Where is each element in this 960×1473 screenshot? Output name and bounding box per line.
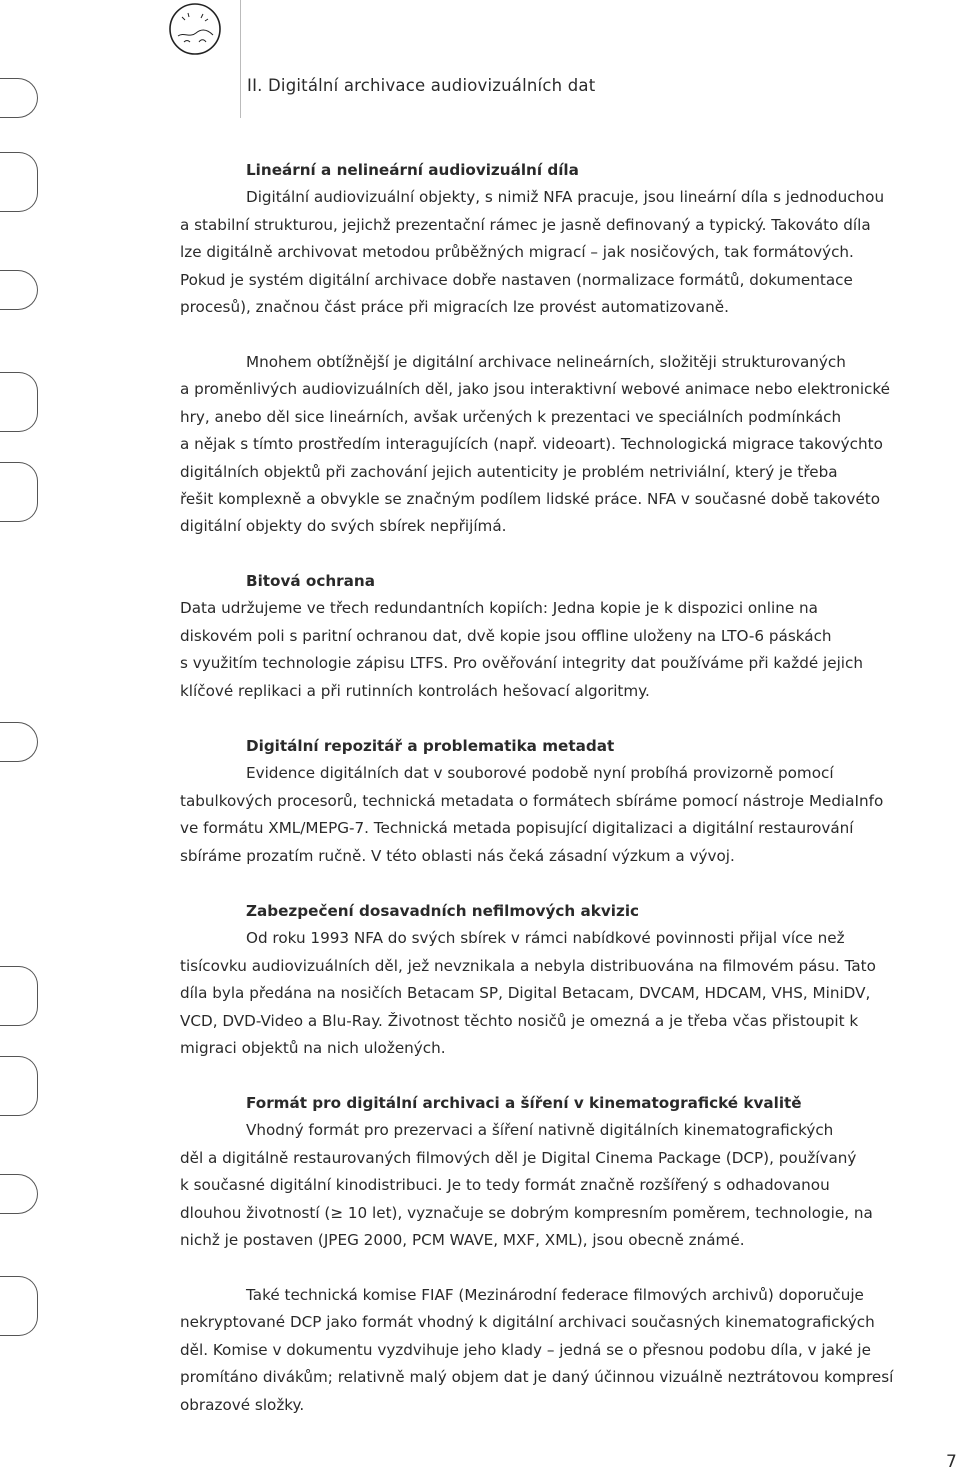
binder-hole xyxy=(0,372,38,432)
paragraph xyxy=(180,349,942,541)
section-fiaf-recommendation xyxy=(180,1282,942,1419)
section-heading: Bitová ochrana xyxy=(246,572,375,590)
binder-hole xyxy=(0,270,38,310)
text-line: Pokud je systém digitální archivace dobře nastaven (normalizace formátů, dokumentace xyxy=(180,270,853,289)
text-line: a nějak s tímto prostředím interagujících (např. videoart). Technologická migrace takovýchto xyxy=(180,435,883,454)
text-line: Data udržujeme ve třech redundantních kopiích: Jedna kopie je k dispozici online na xyxy=(180,599,818,618)
section-nonfilm-acquisitions xyxy=(180,898,942,1062)
header-divider xyxy=(240,0,241,118)
text-line: migraci objektů na nich uložených. xyxy=(180,1039,446,1058)
paragraph xyxy=(180,595,942,705)
text-line: k současné digitální kinodistribuci. Je to tedy formát značně rozšířený s odhadovanou xyxy=(180,1176,830,1195)
binder-hole xyxy=(0,462,38,522)
text-line: klíčové replikaci a při rutinních kontrolách hešovací algoritmy. xyxy=(180,681,650,700)
text-line: Od roku 1993 NFA do svých sbírek v rámci nabídkové povinnosti přijal více než xyxy=(246,929,845,948)
text-line: digitálních objektů při zachování jejich autenticity je problém netriviální, který je třeba xyxy=(180,462,838,481)
text-line: VCD, DVD-Video a Blu-Ray. Životnost těchto nosičů je omezná a je třeba včas přistoupit k xyxy=(180,1011,859,1030)
text-line: a proměnlivých audiovizuálních děl, jako jsou interaktivní webové animace nebo elektronické xyxy=(180,380,890,399)
section-nonlinear-paragraph xyxy=(180,349,942,541)
section-cinema-format xyxy=(180,1090,942,1254)
section-heading: Lineární a nelineární audiovizuální díla xyxy=(246,161,579,179)
section-repository-metadata xyxy=(180,733,942,870)
text-line: Vhodný formát pro prezervaci a šíření nativně digitálních kinematografických xyxy=(246,1121,834,1140)
section-heading: Formát pro digitální archivaci a šíření v kinematografické kvalitě xyxy=(246,1094,802,1112)
text-line: hry, anebo děl sice lineárních, avšak určených k prezentaci ve speciálních podmínkách xyxy=(180,407,842,426)
nfa-logo xyxy=(168,2,222,56)
page-title: II. Digitální archivace audiovizuálních dat xyxy=(247,76,596,95)
binder-hole xyxy=(0,152,38,212)
text-line: řešit komplexně a obvykle se značným podílem lidské práce. NFA v současné době takovéto xyxy=(180,490,881,509)
paragraph xyxy=(180,925,942,1062)
paragraph xyxy=(180,1282,942,1419)
text-line: a stabilní strukturou, jejichž prezentační rámec je jasně definovaný a typický. Takováto díla xyxy=(180,215,871,234)
text-line: děl a digitálně restaurovaných filmových děl je Digital Cinema Package (DCP), používaný xyxy=(180,1148,857,1167)
paragraph xyxy=(180,1117,942,1254)
binder-hole xyxy=(0,78,38,118)
text-line: lze digitálně archivovat metodou průběžných migrací – jak nosičových, tak formátových. xyxy=(180,243,854,262)
text-line: děl. Komise v dokumentu vyzdvihuje jeho klady – jedná se o přesnou podobu díla, v jaké je xyxy=(180,1340,871,1359)
text-line: tabulkových procesorů, technická metadata o formátech sbíráme pomocí nástroje MediaInfo xyxy=(180,791,884,810)
text-line: Evidence digitálních dat v souborové podobě nyní probíhá provizorně pomocí xyxy=(246,764,834,783)
text-line: Mnohem obtížnější je digitální archivace nelineárních, složitěji strukturovaných xyxy=(246,353,846,371)
text-line: obrazové složky. xyxy=(180,1395,305,1414)
page-number: 7 xyxy=(946,1452,957,1472)
binder-hole xyxy=(0,966,38,1026)
binder-hole xyxy=(0,1174,38,1214)
text-line: sbíráme prozatím ručně. V této oblasti nás čeká zásadní výzkum a vývoj. xyxy=(180,846,735,865)
paragraph xyxy=(180,760,942,870)
binder-hole xyxy=(0,722,38,762)
text-line: Digitální audiovizuální objekty, s nimiž NFA pracuje, jsou lineární díla s jednoduchou xyxy=(246,188,885,207)
text-line: promítáno divákům; relativně malý objem dat je daný účinnou vizuálně neztrátovou kompresí xyxy=(180,1368,894,1387)
section-heading: Digitální repozitář a problematika metadat xyxy=(246,737,615,755)
text-line: dlouhou životností (≥ 10 let), vyznačuje se dobrým kompresním poměrem, technologie, na xyxy=(180,1203,873,1222)
nfa-logo-icon xyxy=(168,2,222,56)
section-bit-protection xyxy=(180,568,942,705)
text-line: Také technická komise FIAF (Mezinárodní federace filmových archivů) doporučuje xyxy=(246,1286,864,1304)
section-linear-nonlinear xyxy=(180,157,942,321)
text-line: díla byla předána na nosičích Betacam SP, Digital Betacam, DVCAM, HDCAM, VHS, MiniDV, xyxy=(180,984,871,1003)
paragraph xyxy=(180,184,942,321)
text-line: digitální objekty do svých sbírek nepřijímá. xyxy=(180,517,507,536)
binder-hole xyxy=(0,1276,38,1336)
text-line: procesů), značnou část práce při migracích lze provést automatizovaně. xyxy=(180,298,729,317)
text-line: tisícovku audiovizuálních děl, jež nevznikala a nebyla distribuována na filmovém pásu. Tato xyxy=(180,956,876,975)
text-line: ve formátu XML/MEPG-7. Technická metada popisující digitalizaci a digitální restaurování xyxy=(180,819,854,838)
text-line: s využitím technologie zápisu LTFS. Pro ověřování integrity dat používáme při každé jejich xyxy=(180,654,863,673)
text-line: diskovém poli s paritní ochranou dat, dvě kopie jsou offline uloženy na LTO-6 páskách xyxy=(180,626,832,645)
section-heading: Zabezpečení dosavadních nefilmových akvizic xyxy=(246,902,640,920)
binder-hole xyxy=(0,1056,38,1116)
text-line: nichž je postaven (JPEG 2000, PCM WAVE, MXF, XML), jsou obecně známé. xyxy=(180,1231,745,1250)
text-line: nekryptované DCP jako formát vhodný k digitální archivaci současných kinematografických xyxy=(180,1313,875,1332)
